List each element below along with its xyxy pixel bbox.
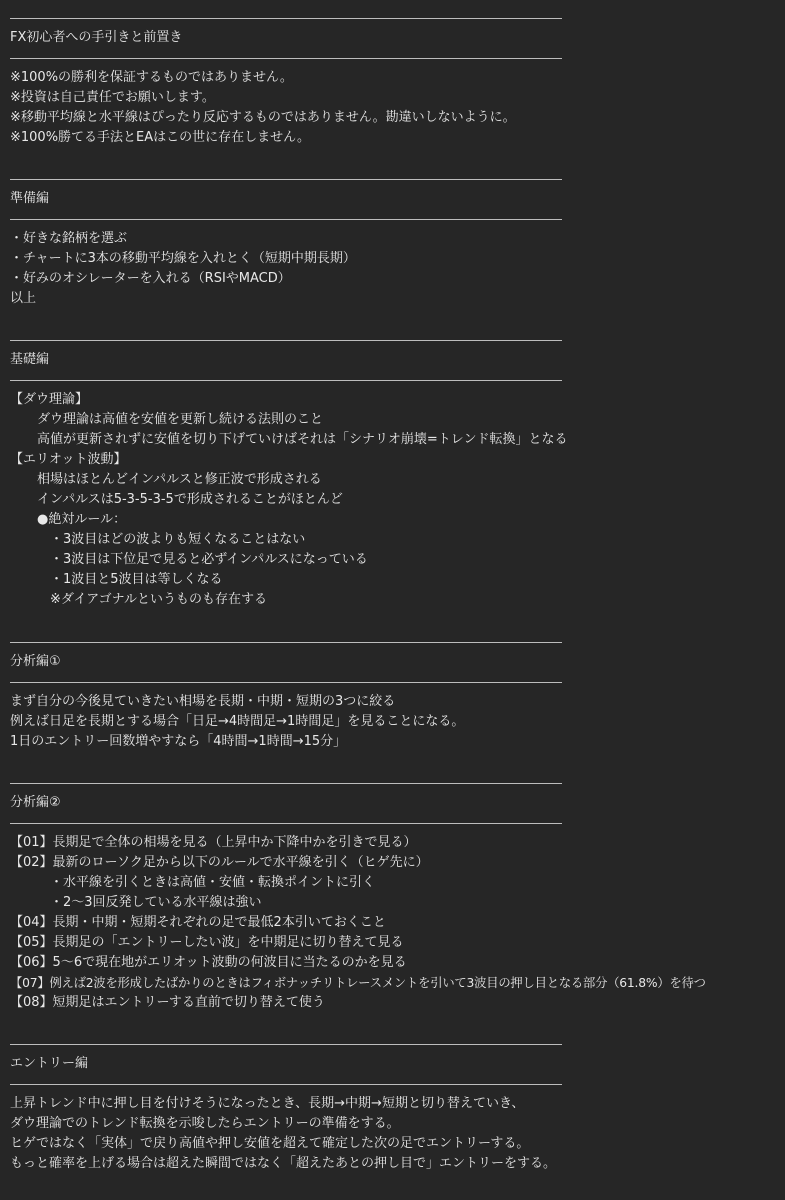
basics-heading: 【エリオット波動】 xyxy=(10,452,127,467)
divider xyxy=(10,58,562,59)
analysis2-step: 【01】長期足で全体の相場を見る（上昇中か下降中かを引きで見る） xyxy=(10,835,417,850)
analysis1-line: 1日のエントリー回数増やすなら「4時間→1時間→15分」 xyxy=(10,734,347,749)
basics-rule-heading: ●絶対ルール： xyxy=(37,512,127,527)
entry-line: ヒゲではなく「実体」で戻り高値や押し安値を超えて確定した次の足でエントリーする。 xyxy=(10,1136,530,1151)
section-title-intro: FX初心者への手引きと前置き xyxy=(10,30,183,45)
divider xyxy=(10,642,562,643)
basics-line: インパルスは5-3-5-3-5で形成されることがほとんど xyxy=(37,492,343,507)
prep-line: ・好みのオシレーターを入れる（RSIやMACD） xyxy=(10,271,291,286)
analysis1-line: 例えば日足を長期とする場合「日足→4時間足→1時間足」を見ることになる。 xyxy=(10,714,465,729)
prep-line: ・好きな銘柄を選ぶ xyxy=(10,231,128,246)
divider xyxy=(10,682,562,683)
basics-note: ※ダイアゴナルというものも存在する xyxy=(50,592,267,607)
divider xyxy=(10,18,562,19)
prep-line: ・チャートに3本の移動平均線を入れとく（短期中期長期） xyxy=(10,251,356,266)
intro-line: ※移動平均線と水平線はぴったり反応するものではありません。勘違いしないように。 xyxy=(10,110,516,125)
divider xyxy=(10,380,562,381)
divider xyxy=(10,783,562,784)
basics-heading: 【ダウ理論】 xyxy=(10,392,89,407)
intro-line: ※100%勝てる手法とEAはこの世に存在しません。 xyxy=(10,130,310,145)
prep-line: 以上 xyxy=(10,291,37,306)
entry-line: 上昇トレンド中に押し目を付けそうになったとき、長期→中期→短期と切り替えていき、 xyxy=(10,1096,525,1111)
analysis2-subitem: ・2～3回反発している水平線は強い xyxy=(50,895,262,910)
analysis2-step: 【04】長期・中期・短期それぞれの足で最低2本引いておくこと xyxy=(10,915,386,930)
section-title-entry: エントリー編 xyxy=(10,1056,89,1071)
divider xyxy=(10,1084,562,1085)
analysis2-step: 【06】5～6で現在地がエリオット波動の何波目に当たるのかを見る xyxy=(10,955,407,970)
divider xyxy=(10,340,562,341)
basics-line: 相場はほとんどインパルスと修正波で形成される xyxy=(37,472,322,487)
analysis2-step: 【08】短期足はエントリーする直前で切り替えて使う xyxy=(10,995,325,1010)
divider xyxy=(10,823,562,824)
analysis2-step: 【07】例えば2波を形成したばかりのときはフィボナッチリトレースメントを引いて3波目の押し目となる部分（61.8%）を待つ xyxy=(10,976,706,990)
analysis2-step: 【02】最新のローソク足から以下のルールで水平線を引く（ヒゲ先に） xyxy=(10,855,429,870)
entry-line: ダウ理論でのトレンド転換を示唆したらエントリーの準備をする。 xyxy=(10,1116,400,1131)
basics-rule-item: ・3波目はどの波よりも短くなることはない xyxy=(50,532,306,547)
section-title-analysis2: 分析編② xyxy=(10,795,61,810)
section-title-basics: 基礎編 xyxy=(10,352,50,367)
basics-rule-item: ・3波目は下位足で見ると必ずインパルスになっている xyxy=(50,552,368,567)
analysis1-line: まず自分の今後見ていきたい相場を長期・中期・短期の3つに絞る xyxy=(10,694,396,709)
entry-line: もっと確率を上げる場合は超えた瞬間ではなく「超えたあとの押し目で」エントリーをする。 xyxy=(10,1156,557,1171)
section-title-prep: 準備編 xyxy=(10,191,50,206)
intro-line: ※100%の勝利を保証するものではありません。 xyxy=(10,70,293,85)
analysis2-step: 【05】長期足の「エントリーしたい波」を中期足に切り替えて見る xyxy=(10,935,404,950)
analysis2-subitem: ・水平線を引くときは高値・安値・転換ポイントに引く xyxy=(50,875,376,890)
divider xyxy=(10,1044,562,1045)
intro-line: ※投資は自己責任でお願いします。 xyxy=(10,90,215,105)
divider xyxy=(10,219,562,220)
section-title-analysis1: 分析編① xyxy=(10,654,61,669)
basics-line: ダウ理論は高値を安値を更新し続ける法則のこと xyxy=(37,412,324,427)
basics-line: 高値が更新されずに安値を切り下げていけばそれは「シナリオ崩壊=トレンド転換」となる xyxy=(37,432,568,447)
basics-rule-item: ・1波目と5波目は等しくなる xyxy=(50,572,223,587)
divider xyxy=(10,179,562,180)
